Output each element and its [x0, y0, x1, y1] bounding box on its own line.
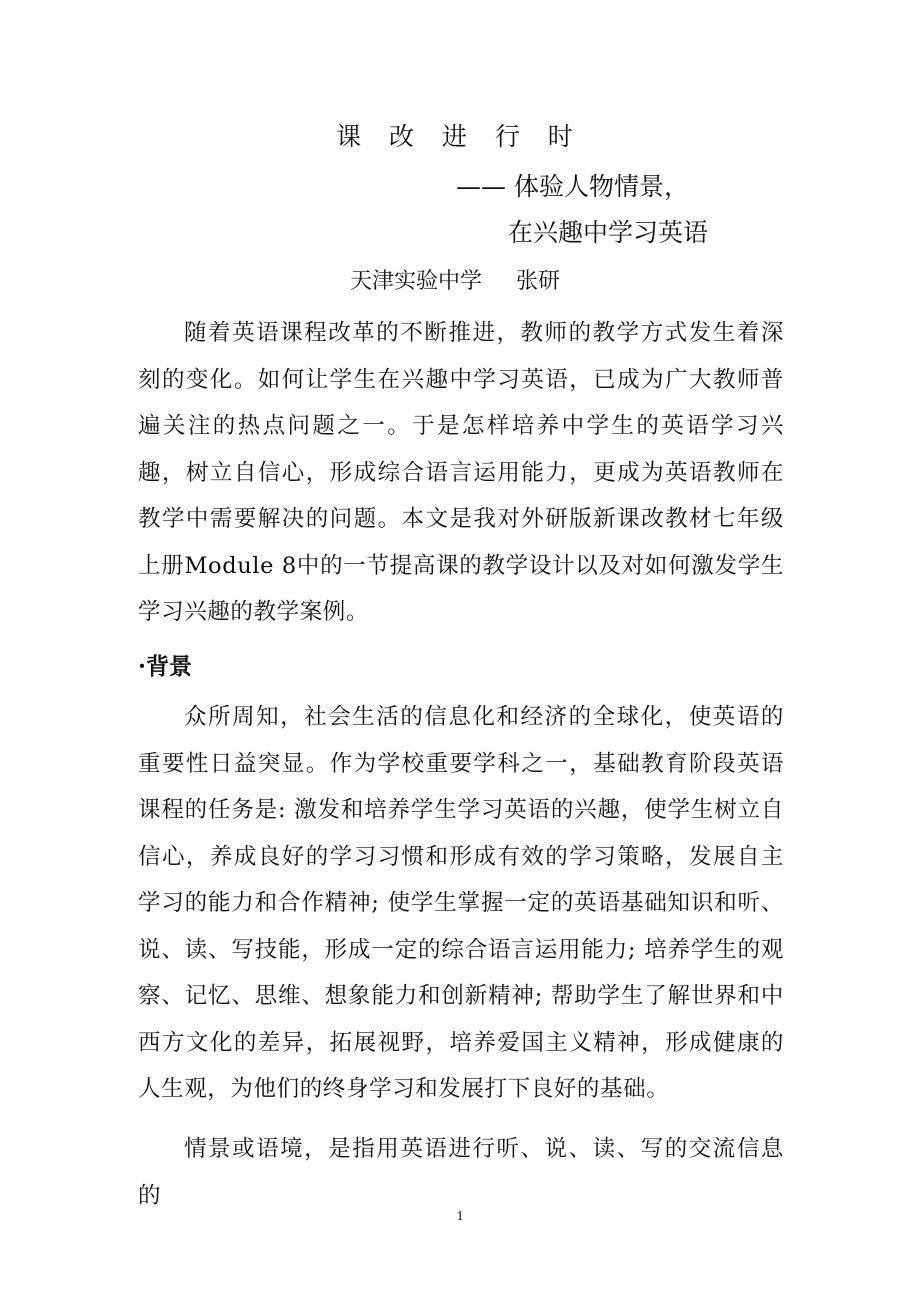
author-line: [350, 265, 560, 299]
section-heading-background: ·背景: [138, 653, 193, 680]
page-number: 1: [456, 1209, 464, 1224]
paragraph-background: 众所周知，社会生活的信息化和经济的全球化，使英语的重要性日益突显。作为学校重要学科之一，基础教育阶段英语课程的任务是: 激发和培养学生学习英语的兴趣，使学生树立自信心，养成良好的学习习惯和形成有效的学习策略，发展自主学习的能力和合作精神; 使学生掌握一定的英语基础知识和听、说、读、写技能，形成一定的综合语言运用能力; 培养学生的观察、记忆、思维、想象能力和创新精神; 帮助学生了解世界和中西方文化的差异，拓展视野，培养爱国主义精神，形成健康的人生观，为他们的终身学习和发展打下良好的基础。: [138, 704, 784, 1102]
document-title: 课 改 进 行 时: [336, 122, 583, 151]
document-subtitle-line2: 在兴趣中学习英语: [508, 218, 709, 247]
paragraph-context: 情景或语境，是指用英语进行听、说、读、写的交流信息的: [138, 1136, 784, 1209]
author-school: 天津实验中学: [350, 269, 483, 294]
document-subtitle-line1: —— 体验人物情景，: [456, 172, 689, 201]
author-name: 张研: [516, 269, 561, 294]
paragraph-intro: 随着英语课程改革的不断推进，教师的教学方式发生着深刻的变化。如何让学生在兴趣中学习英语，已成为广大教师普遍关注的热点问题之一。于是怎样培养中学生的英语学习兴趣，树立自信心，形成综合语言运用能力，更成为英语教师在教学中需要解决的问题。本文是我对外研版新课改教材七年级上册Module 8中的一节提高课的教学设计以及对如何激发学生学习兴趣的教学案例。: [138, 320, 784, 625]
